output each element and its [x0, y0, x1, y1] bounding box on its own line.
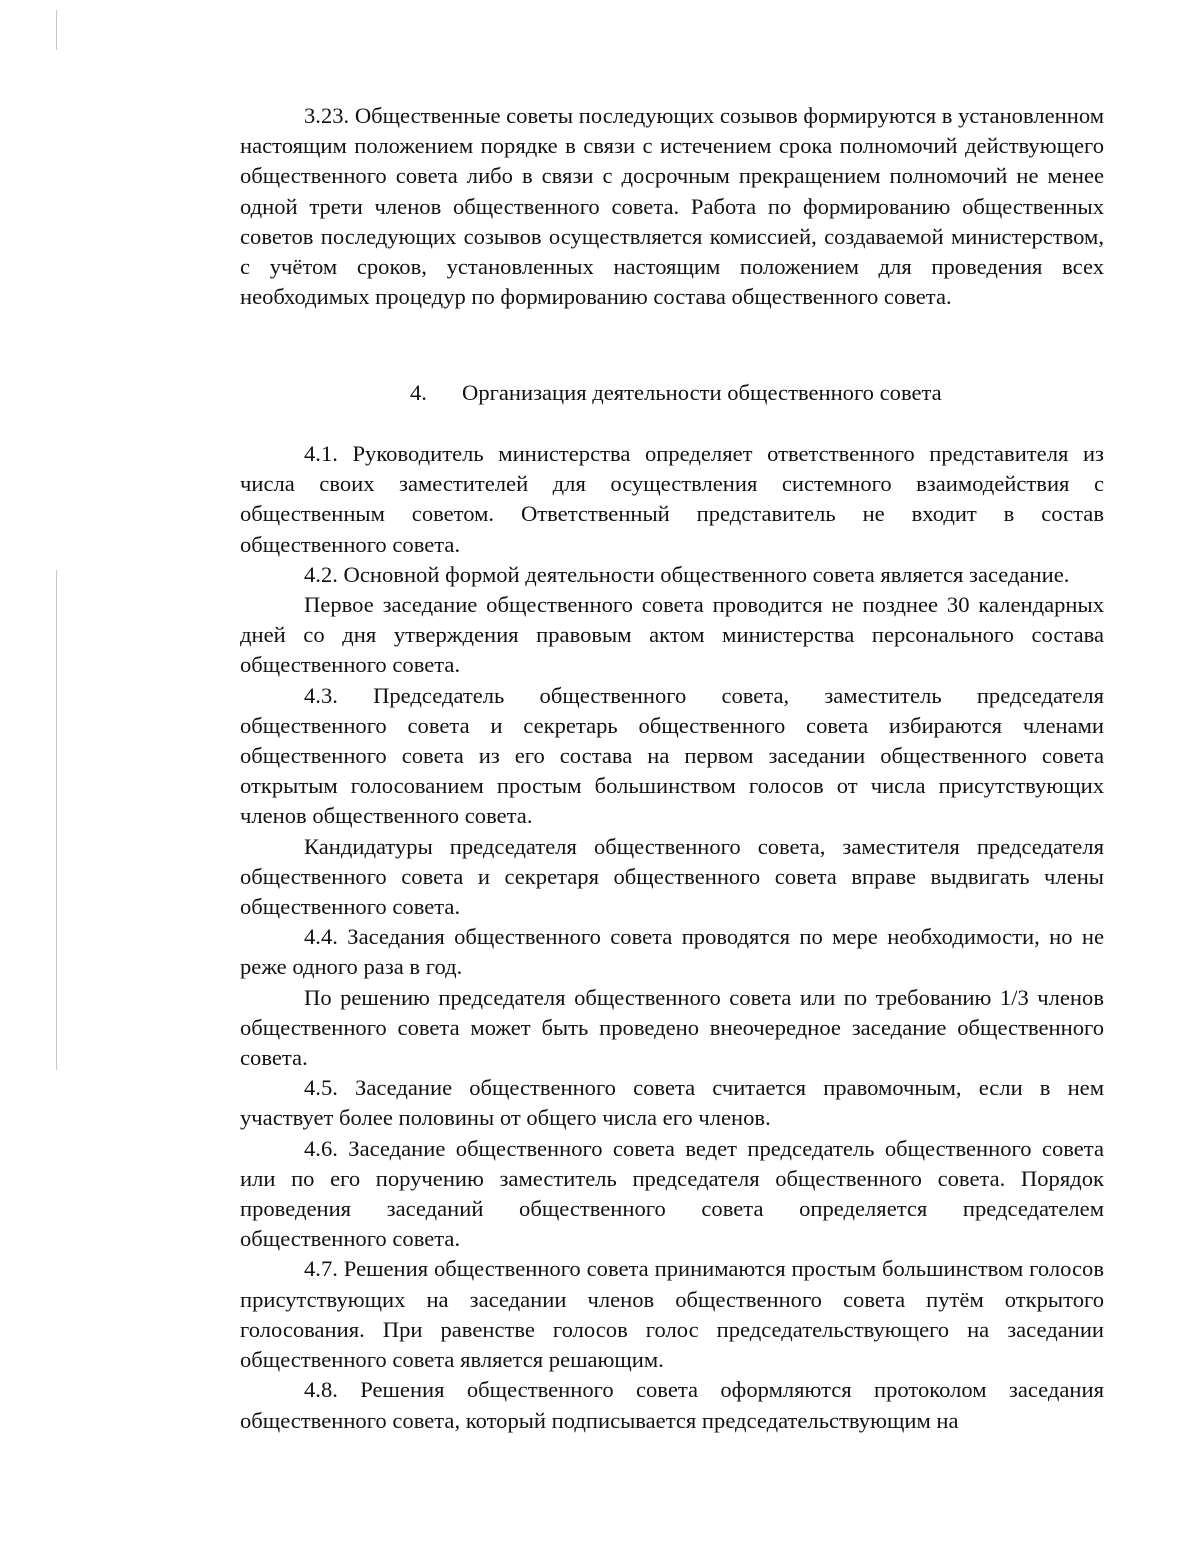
paragraph-4-1: 4.1. Руководитель министерства определяет ответственного представителя из числа своих заместителей для осуществления системного взаимодействия с общественным советом. Ответственный представитель не входит в состав общественного совета.	[240, 441, 1104, 557]
paragraph-candidates: Кандидатуры председателя общественного совета, заместителя председателя общественного совета и секретаря общественного совета вправе выдвигать члены общественного совета.	[240, 833, 1104, 920]
paragraph-4-2: 4.2. Основной формой деятельности общественного совета является заседание.	[304, 561, 1070, 587]
section-number: 4.	[410, 380, 427, 405]
scan-edge-mark	[56, 570, 57, 1070]
paragraph-4-3: 4.3. Председатель общественного совета, заместитель председателя общественного совета и секретарь общественного совета избираются членами общественного совета из его состава на первом заседании общественного совета открытым голосованием простым большинством голосов от числа присутствующих членов общественного совета.	[240, 682, 1104, 829]
scan-edge-mark	[56, 10, 57, 50]
paragraph-4-8: 4.8. Решения общественного совета оформляются протоколом заседания общественного совета, который подписывается председательствующим на	[240, 1377, 1104, 1433]
section-title: Организация деятельности общественного совета	[462, 380, 942, 405]
paragraph-first-meeting: Первое заседание общественного совета проводится не позднее 30 календарных дней со дня утверждения правовым актом министерства персонального состава общественного совета.	[240, 592, 1104, 678]
paragraph-extraordinary: По решению председателя общественного совета или по требованию 1/3 членов общественного совета может быть проведено внеочередное заседание общественного совета.	[240, 984, 1104, 1071]
clause-3-23-block	[240, 101, 1104, 312]
paragraph-4-5: 4.5. Заседание общественного совета считается правомочным, если в нем участвует более половины от общего числа его членов.	[240, 1075, 1104, 1131]
clause-3-23-paragraph: 3.23. Общественные советы последующих созывов формируются в установленном настоящим положением порядке в связи с истечением срока полномочий действующего общественного совета либо в связи с досрочным прекращением полномочий не менее одной трети членов общественного совета. Работа по формированию общественных советов последующих созывов осуществляется комиссией, создаваемой министерством, с учётом сроков, установленных настоящим положением для проведения всех необходимых процедур по формированию состава общественного совета.	[240, 103, 1104, 310]
paragraph-4-4: 4.4. Заседания общественного совета проводятся по мере необходимости, но не реже одного раза в год.	[240, 924, 1104, 980]
paragraph-4-6: 4.6. Заседание общественного совета ведет председатель общественного совета или по его поручению заместитель председателя общественного совета. Порядок проведения заседаний общественного совета определяется председателем общественного совета.	[240, 1135, 1104, 1252]
paragraph-4-7: 4.7. Решения общественного совета принимаются простым большинством голосов присутствующих на заседании членов общественного совета путём открытого голосования. При равенстве голосов голос председательствующего на заседании общественного совета является решающим.	[240, 1256, 1104, 1373]
section-4-body	[240, 439, 1104, 1436]
